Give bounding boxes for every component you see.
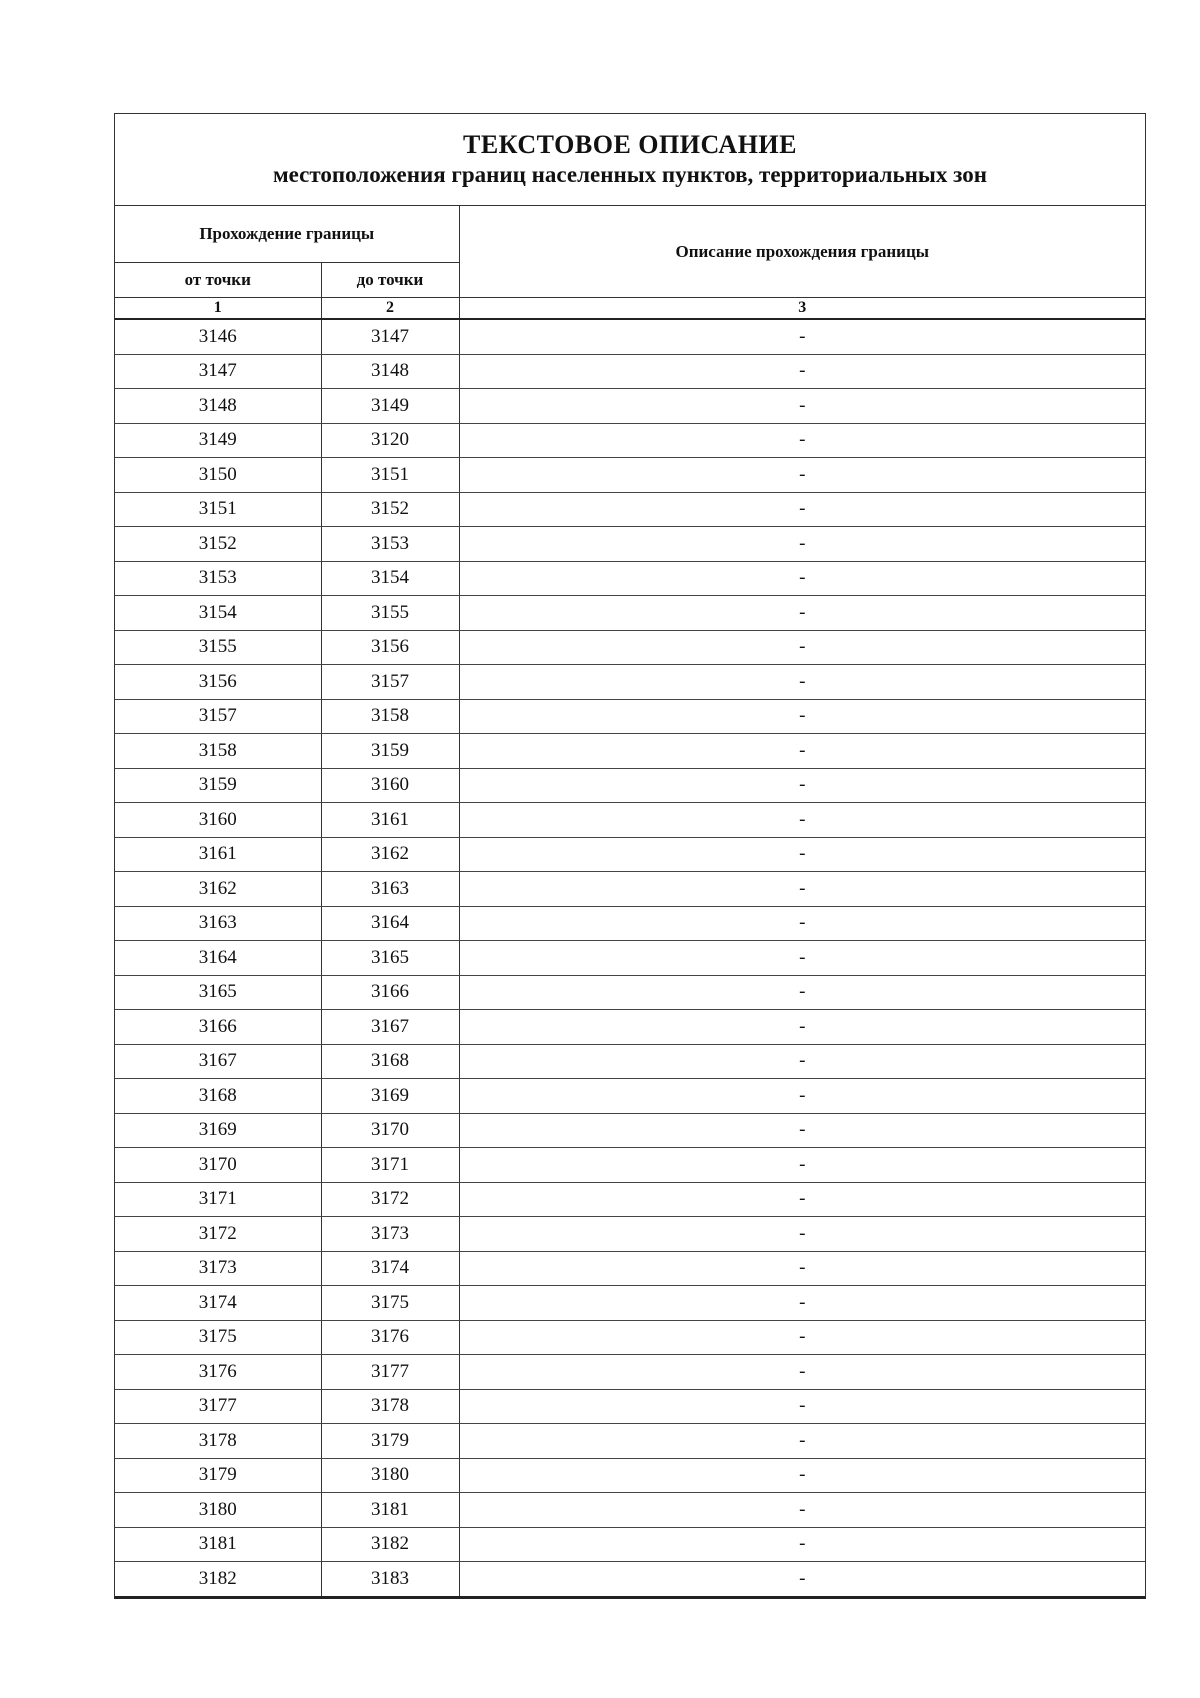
description-cell: - [459, 734, 1145, 769]
to-point-cell: 3182 [321, 1527, 459, 1562]
from-point-cell: 3182 [115, 1562, 321, 1597]
table-row [115, 1182, 1145, 1217]
table-row [115, 389, 1145, 424]
table-row [115, 1493, 1145, 1528]
from-point-cell: 3159 [115, 768, 321, 803]
description-cell: - [459, 1010, 1145, 1045]
to-point-cell: 3168 [321, 1044, 459, 1079]
table-row [115, 1355, 1145, 1390]
from-point-cell: 3163 [115, 906, 321, 941]
description-cell: - [459, 1320, 1145, 1355]
from-point-cell: 3153 [115, 561, 321, 596]
table-row [115, 803, 1145, 838]
to-point-cell: 3171 [321, 1148, 459, 1183]
title-block [115, 114, 1145, 206]
from-point-cell: 3166 [115, 1010, 321, 1045]
from-point-cell: 3161 [115, 837, 321, 872]
from-point-cell: 3146 [115, 319, 321, 354]
table-row [115, 1217, 1145, 1252]
from-point-cell: 3170 [115, 1148, 321, 1183]
description-cell: - [459, 665, 1145, 700]
from-point-cell: 3151 [115, 492, 321, 527]
column-number-3: 3 [459, 298, 1145, 320]
from-point-cell: 3155 [115, 630, 321, 665]
table-row [115, 1044, 1145, 1079]
table-row [115, 1527, 1145, 1562]
table-row [115, 319, 1145, 354]
from-point-cell: 3162 [115, 872, 321, 907]
description-cell: - [459, 423, 1145, 458]
to-point-cell: 3153 [321, 527, 459, 562]
to-point-cell: 3176 [321, 1320, 459, 1355]
description-cell: - [459, 1527, 1145, 1562]
table-row [115, 734, 1145, 769]
table-row [115, 1251, 1145, 1286]
from-point-cell: 3179 [115, 1458, 321, 1493]
description-cell: - [459, 941, 1145, 976]
description-cell: - [459, 1562, 1145, 1597]
description-cell: - [459, 1355, 1145, 1390]
document-title: ТЕКСТОВОЕ ОПИСАНИЕ [462, 130, 797, 159]
description-cell: - [459, 389, 1145, 424]
from-point-cell: 3156 [115, 665, 321, 700]
description-cell: - [459, 837, 1145, 872]
description-cell: - [459, 1113, 1145, 1148]
table-row [115, 872, 1145, 907]
to-point-cell: 3167 [321, 1010, 459, 1045]
to-point-cell: 3158 [321, 699, 459, 734]
to-point-cell: 3147 [321, 319, 459, 354]
from-point-cell: 3171 [115, 1182, 321, 1217]
from-point-cell: 3178 [115, 1424, 321, 1459]
description-cell: - [459, 872, 1145, 907]
from-point-cell: 3158 [115, 734, 321, 769]
table-row [115, 1113, 1145, 1148]
from-point-cell: 3164 [115, 941, 321, 976]
table-row [115, 1424, 1145, 1459]
to-point-cell: 3159 [321, 734, 459, 769]
table-row [115, 561, 1145, 596]
to-point-cell: 3169 [321, 1079, 459, 1114]
description-cell: - [459, 1044, 1145, 1079]
to-point-cell: 3173 [321, 1217, 459, 1252]
table-row [115, 423, 1145, 458]
from-point-cell: 3167 [115, 1044, 321, 1079]
description-cell: - [459, 527, 1145, 562]
column-number-1: 1 [115, 298, 321, 320]
description-cell: - [459, 492, 1145, 527]
table-row [115, 354, 1145, 389]
description-cell: - [459, 906, 1145, 941]
from-point-cell: 3154 [115, 596, 321, 631]
to-point-cell: 3161 [321, 803, 459, 838]
from-point-cell: 3175 [115, 1320, 321, 1355]
to-point-cell: 3120 [321, 423, 459, 458]
table-row [115, 458, 1145, 493]
table-row [115, 837, 1145, 872]
to-point-cell: 3172 [321, 1182, 459, 1217]
from-point-cell: 3149 [115, 423, 321, 458]
table-row [115, 1148, 1145, 1183]
from-point-cell: 3172 [115, 1217, 321, 1252]
table-row [115, 1286, 1145, 1321]
description-cell: - [459, 596, 1145, 631]
from-point-cell: 3147 [115, 354, 321, 389]
to-point-cell: 3160 [321, 768, 459, 803]
from-point-cell: 3173 [115, 1251, 321, 1286]
description-cell: - [459, 630, 1145, 665]
table-body [115, 319, 1145, 1596]
to-point-cell: 3157 [321, 665, 459, 700]
description-cell: - [459, 354, 1145, 389]
header-boundary-passage: Прохождение границы [115, 206, 459, 263]
to-point-cell: 3165 [321, 941, 459, 976]
table-row [115, 768, 1145, 803]
from-point-cell: 3160 [115, 803, 321, 838]
description-cell: - [459, 803, 1145, 838]
from-point-cell: 3165 [115, 975, 321, 1010]
to-point-cell: 3156 [321, 630, 459, 665]
to-point-cell: 3154 [321, 561, 459, 596]
to-point-cell: 3181 [321, 1493, 459, 1528]
from-point-cell: 3176 [115, 1355, 321, 1390]
table-row [115, 665, 1145, 700]
table-row [115, 941, 1145, 976]
table-row [115, 492, 1145, 527]
from-point-cell: 3168 [115, 1079, 321, 1114]
description-cell: - [459, 1251, 1145, 1286]
header-to-point: до точки [321, 263, 459, 298]
header-from-point: от точки [115, 263, 321, 298]
description-cell: - [459, 768, 1145, 803]
table-row [115, 1389, 1145, 1424]
description-cell: - [459, 561, 1145, 596]
to-point-cell: 3163 [321, 872, 459, 907]
description-cell: - [459, 319, 1145, 354]
from-point-cell: 3181 [115, 1527, 321, 1562]
table-row [115, 1010, 1145, 1045]
to-point-cell: 3152 [321, 492, 459, 527]
table-row [115, 975, 1145, 1010]
from-point-cell: 3148 [115, 389, 321, 424]
from-point-cell: 3150 [115, 458, 321, 493]
to-point-cell: 3180 [321, 1458, 459, 1493]
description-cell: - [459, 975, 1145, 1010]
table-row [115, 1562, 1145, 1597]
boundary-table [115, 206, 1145, 1597]
table-row [115, 699, 1145, 734]
table-row [115, 1079, 1145, 1114]
from-point-cell: 3180 [115, 1493, 321, 1528]
to-point-cell: 3148 [321, 354, 459, 389]
to-point-cell: 3151 [321, 458, 459, 493]
boundary-description-sheet [114, 113, 1146, 1599]
description-cell: - [459, 1458, 1145, 1493]
to-point-cell: 3166 [321, 975, 459, 1010]
description-cell: - [459, 1286, 1145, 1321]
description-cell: - [459, 1148, 1145, 1183]
from-point-cell: 3169 [115, 1113, 321, 1148]
to-point-cell: 3164 [321, 906, 459, 941]
to-point-cell: 3174 [321, 1251, 459, 1286]
description-cell: - [459, 1182, 1145, 1217]
to-point-cell: 3149 [321, 389, 459, 424]
column-number-2: 2 [321, 298, 459, 320]
table-row [115, 1458, 1145, 1493]
table-row [115, 630, 1145, 665]
to-point-cell: 3179 [321, 1424, 459, 1459]
description-cell: - [459, 1217, 1145, 1252]
from-point-cell: 3174 [115, 1286, 321, 1321]
from-point-cell: 3177 [115, 1389, 321, 1424]
table-row [115, 596, 1145, 631]
description-cell: - [459, 1493, 1145, 1528]
description-cell: - [459, 1389, 1145, 1424]
to-point-cell: 3177 [321, 1355, 459, 1390]
document-subtitle: местоположения границ населенных пунктов, территориальных зон [273, 162, 987, 187]
table-row [115, 527, 1145, 562]
description-cell: - [459, 1424, 1145, 1459]
description-cell: - [459, 458, 1145, 493]
table-row [115, 906, 1145, 941]
to-point-cell: 3178 [321, 1389, 459, 1424]
description-cell: - [459, 699, 1145, 734]
from-point-cell: 3152 [115, 527, 321, 562]
table-row [115, 1320, 1145, 1355]
to-point-cell: 3162 [321, 837, 459, 872]
from-point-cell: 3157 [115, 699, 321, 734]
to-point-cell: 3155 [321, 596, 459, 631]
to-point-cell: 3183 [321, 1562, 459, 1597]
header-description: Описание прохождения границы [459, 206, 1145, 298]
to-point-cell: 3170 [321, 1113, 459, 1148]
description-cell: - [459, 1079, 1145, 1114]
to-point-cell: 3175 [321, 1286, 459, 1321]
